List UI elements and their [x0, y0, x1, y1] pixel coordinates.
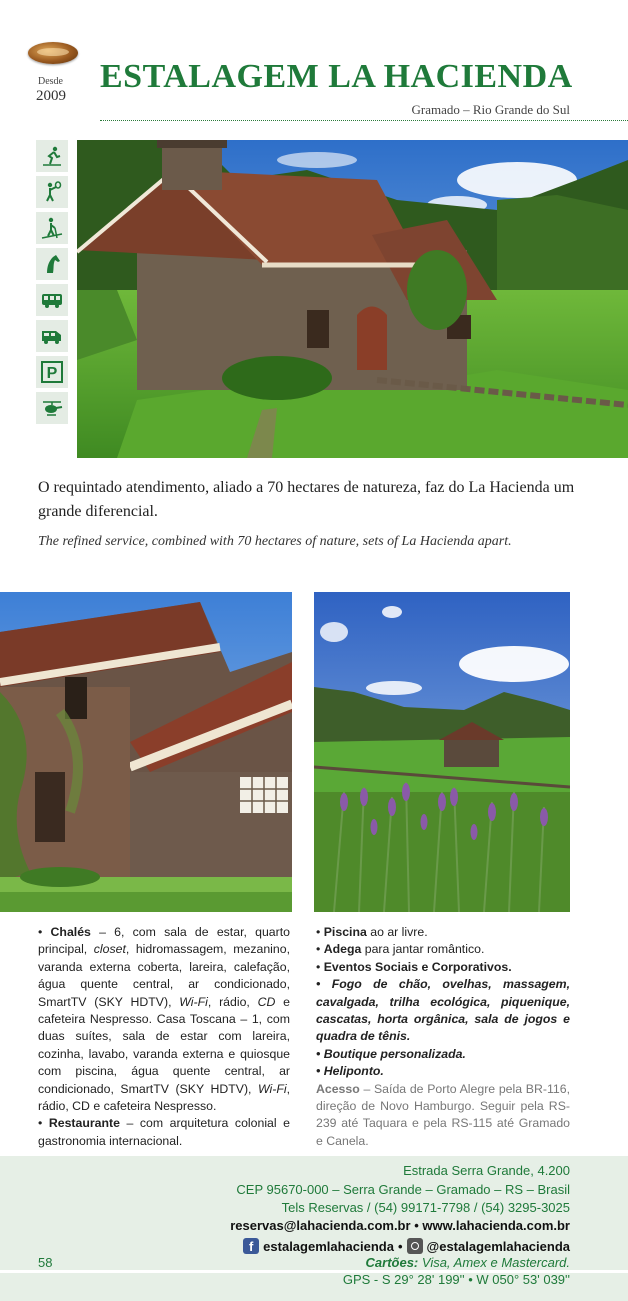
lavender-landscape-photo — [314, 592, 570, 912]
fogo-item — [316, 976, 570, 1046]
facebook-link[interactable]: estalagemlahacienda — [263, 1238, 394, 1254]
email-link[interactable]: reservas@lahacienda.com.br — [230, 1218, 411, 1233]
separator: • — [414, 1218, 419, 1233]
cards-label: Cartões: — [365, 1255, 419, 1270]
restaurante-text: – com arquitetura colonial e gastronomia internacional. — [38, 1116, 291, 1148]
cd-term: CD — [257, 994, 276, 1009]
wifi-term: Wi-Fi — [179, 994, 208, 1009]
page-title: ESTALAGEM LA HACIENDA — [100, 58, 573, 95]
intro-portuguese: O requintado atendimento, aliado a 70 hectares de natureza, faz do La Hacienda um grande diferencial. — [38, 479, 575, 520]
address: Estrada Serra Grande, 4.200 — [403, 1163, 570, 1178]
van-icon — [36, 320, 68, 352]
tennis-icon — [36, 176, 68, 208]
chales-text: e cafeteira Nespresso. Casa Toscana – 1, com duas suítes, sala de estar com lareira, cozinha, lavabo, varanda externa e quiosque com piscina, água quente central, ar condicionado, SmartTV (SKY HDTV), — [38, 994, 290, 1096]
cards-list: Visa, Amex e Mastercard. — [418, 1255, 570, 1270]
restaurante-heading: Restaurante — [48, 1116, 120, 1131]
heliponto-item — [316, 1063, 570, 1080]
page-number: 58 — [38, 1255, 53, 1270]
piscina-item — [316, 924, 570, 941]
since-label: Desde — [38, 76, 63, 87]
chales-text: – 6, com sala de estar, quarto principal, — [38, 925, 290, 957]
adega-item — [316, 941, 570, 958]
bullet: • — [38, 925, 43, 939]
social-row — [243, 1238, 570, 1254]
piscina-text: ao ar livre. — [366, 925, 428, 939]
gps-coordinates: GPS - S 29° 28' 199'' • W 050° 53' 039'' — [342, 1272, 570, 1287]
instagram-icon — [407, 1238, 423, 1254]
payment-cards — [366, 1255, 570, 1270]
brand-logo — [28, 42, 78, 64]
website-link[interactable]: www.lahacienda.com.br — [422, 1218, 570, 1233]
horse-riding-icon — [36, 248, 68, 280]
instagram-link[interactable]: @estalagemlahacienda — [426, 1238, 570, 1254]
accommodation-description — [38, 924, 290, 1150]
since-year: 2009 — [36, 88, 66, 104]
boutique-item — [316, 1046, 570, 1063]
chales-text: , rádio, CD e cafeteira Nespresso. — [38, 1081, 290, 1114]
hiking-icon — [36, 140, 68, 172]
bus-icon — [36, 284, 68, 316]
trail-icon — [36, 212, 68, 244]
piscina-heading: Piscina — [323, 925, 367, 939]
heliponto-text: Heliponto. — [323, 1064, 384, 1079]
wifi-term: Wi-Fi — [258, 1081, 287, 1096]
bullet: • — [316, 1046, 321, 1061]
chales-text: , rádio, — [207, 994, 258, 1009]
bullet: • — [316, 959, 321, 974]
chales-heading: Chalés — [50, 925, 91, 939]
bullet: • — [316, 925, 321, 939]
acesso-text: – Saída de Porto Alegre pela BR-116, direção de Novo Hamburgo. Seguir pela RS-239 até Taquara e pela RS-115 até Gramado e Canela. — [316, 1081, 570, 1148]
header-divider — [100, 120, 628, 121]
svg-text:P: P — [46, 365, 58, 382]
chalet-facade-photo — [0, 592, 292, 912]
eventos-item — [316, 959, 570, 976]
parking-icon — [36, 356, 68, 388]
email-website-row — [230, 1218, 570, 1233]
fogo-text: Fogo de chão, ovelhas, massagem, cavalgada, trilha ecológica, piquenique, cascatas, horta orgânica, sala de jogos e quadra de tênis. — [316, 977, 570, 1044]
intro-english: The refined service, combined with 70 hectares of nature, sets of La Hacienda apart. — [38, 534, 512, 549]
phone-numbers[interactable]: Tels Reservas / (54) 99171-7798 / (54) 3295-3025 — [281, 1200, 570, 1215]
eventos-text: Eventos Sociais e Corporativos. — [323, 959, 512, 974]
adega-heading: Adega — [323, 942, 362, 957]
closet-term: closet — [93, 942, 126, 957]
acesso-item — [316, 1081, 570, 1151]
boutique-text: Boutique personalizada. — [323, 1046, 466, 1061]
separator: • — [397, 1238, 403, 1254]
bullet: • — [38, 1116, 43, 1131]
postal-code: CEP 95670-000 – Serra Grande – Gramado – RS – Brasil — [236, 1182, 570, 1197]
amenities-description — [316, 924, 570, 1150]
chalet-main-photo — [77, 140, 628, 458]
facebook-icon: f — [243, 1238, 259, 1254]
adega-text: para jantar romântico. — [361, 942, 485, 957]
bullet: • — [316, 1064, 321, 1079]
amenity-icons — [36, 140, 68, 428]
bullet: • — [316, 942, 321, 957]
bullet: • — [316, 977, 321, 992]
location-subtitle: Gramado – Rio Grande do Sul — [411, 102, 570, 117]
acesso-heading: Acesso — [316, 1081, 360, 1096]
helicopter-icon — [36, 392, 68, 424]
chales-text: , hidromassagem, mezanino, varanda externa coberta, lareira, calefação, água quente central, ar condicionado, SmartTV (SKY HDTV), — [38, 942, 290, 1009]
